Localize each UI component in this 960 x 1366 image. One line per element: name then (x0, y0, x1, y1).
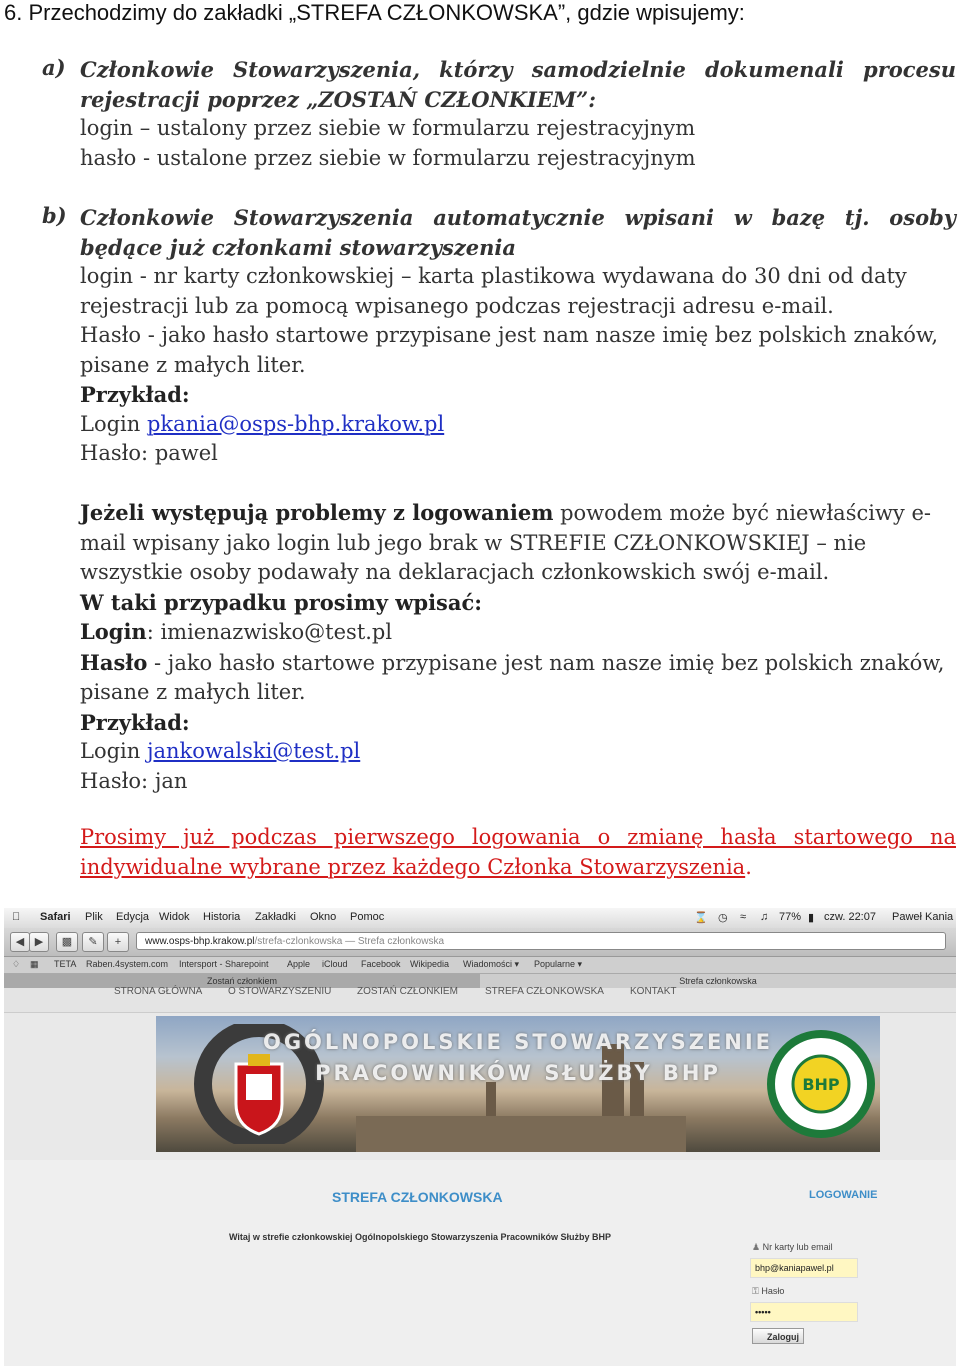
bookmark-raben[interactable]: Raben.4system.com (86, 959, 169, 969)
bookmark-teta[interactable]: TETA (54, 959, 77, 969)
card-label-text: Nr karty lub email (762, 1242, 833, 1252)
menu-bar (4, 908, 956, 928)
bhp-association-logo (766, 1024, 876, 1144)
bookmark-intersport[interactable]: Intersport - Sharepoint (179, 959, 269, 969)
card-input[interactable]: bhp@kaniapawel.pl (750, 1258, 858, 1278)
menu-item-file[interactable]: Plik (85, 911, 103, 923)
problems-login (80, 617, 956, 648)
time-machine-icon[interactable]: ◷ (718, 912, 728, 924)
reader-icon[interactable]: ✎ (82, 932, 104, 952)
bookmark-news[interactable]: Wiadomości ▾ (463, 959, 520, 969)
problems-login-value: : imienazwisko@test.pl (146, 620, 393, 644)
nav-members-zone[interactable]: STREFA CZŁONKOWSKA (485, 986, 604, 997)
problems-section (80, 498, 956, 796)
banner-title-line1: OGÓLNOPOLSKIE STOWARZYSZENIE (262, 1030, 774, 1054)
problems-example-login-link[interactable]: jankowalski@test.pl (146, 739, 361, 763)
problems-password (80, 648, 956, 708)
members-zone-title: STREFA CZŁONKOWSKA (332, 1189, 503, 1205)
section-a-password: hasło - ustalone przez siebie w formularzu rejestracyjnym (80, 145, 696, 170)
example-login-link[interactable]: pkania@osps-bhp.krakow.pl (146, 411, 445, 436)
bookmark-wikipedia[interactable]: Wikipedia (410, 959, 450, 969)
problems-instruction: W taki przypadku prosimy wpisać: (80, 589, 483, 615)
tab-zostan-czlonkiem[interactable]: Zostań członkiem (4, 974, 480, 988)
menu-item-history[interactable]: Historia (203, 911, 241, 923)
problems-example-login (80, 737, 956, 767)
welcome-text: Witaj w strefie członkowskiej Ogólnopolskiego Stowarzyszenia Pracowników Służby BHP (229, 1232, 612, 1242)
menu-item-view[interactable]: Widok (159, 911, 190, 923)
add-bookmark-button[interactable]: + (107, 932, 129, 952)
problems-login-label: Login (80, 619, 147, 644)
browser-toolbar (4, 928, 956, 957)
svg-text:BHP: BHP (802, 1075, 840, 1094)
request-section (80, 823, 956, 882)
bluetooth-icon[interactable]: ⌛ (694, 912, 708, 924)
volume-icon[interactable]: ♫ (760, 911, 769, 923)
bookmark-apple[interactable]: Apple (287, 959, 311, 969)
battery-icon[interactable]: ▮ (808, 912, 815, 924)
grid-icon[interactable]: ▦ (30, 959, 39, 969)
problems-password-text: - jako hasło startowe przypisane jest nam nasze imię bez polskich znaków, pisane z małych liter. (80, 650, 945, 704)
section-a (80, 55, 956, 173)
tab-strefa-czlonkowska[interactable]: Strefa członkowska (480, 974, 956, 988)
menu-item-help[interactable]: Pomoc (350, 911, 385, 923)
login-button-label: Zaloguj (767, 1332, 799, 1342)
section-a-login: login – ustalony przez siebie w formularzu rejestracyjnym (80, 116, 696, 140)
login-title: LOGOWANIE (809, 1189, 878, 1201)
menu-item-edit[interactable]: Edycja (116, 911, 150, 923)
bookmark-popular[interactable]: Popularne ▾ (534, 959, 583, 969)
bookmark-facebook[interactable]: Facebook (361, 959, 401, 969)
forward-button[interactable]: ▶ (29, 932, 49, 952)
nav-about[interactable]: O STOWARZYSZENIU (228, 986, 332, 997)
request-period: . (745, 854, 752, 879)
back-button[interactable]: ◀ (10, 932, 30, 952)
request-text: Prosimy już podczas pierwszego logowania o zmianę hasła startowego na indywidualne wybrane przez każdego Członka Stowarzyszenia (80, 825, 956, 879)
user-name[interactable]: Paweł Kania (892, 911, 954, 923)
section-b-marker: b) (42, 203, 67, 228)
section-a-title: Członkowie Stowarzyszenia, którzy samodzielnie dokumenali procesu rejestracji poprzez „ZOSTAŃ CZŁONKIEM”: (80, 57, 956, 112)
section-b-example-label: Przykład: (80, 382, 190, 407)
bookmark-icloud[interactable]: iCloud (322, 959, 348, 969)
problems-text: powodem może być niewłaściwy e-mail wpisany jako login lub jego brak w STREFIE CZŁONKOWSKIEJ – nie wszystkie osoby podawały na deklaracjach członkowskich swój e-mail. (80, 501, 931, 584)
problems-example-label: Przykład: (80, 709, 190, 735)
menu-item-window[interactable]: Okno (310, 911, 337, 923)
url-path: /strefa-czlonkowska — Strefa członkowska (254, 936, 445, 947)
menu-item-bookmarks[interactable]: Zakładki (255, 911, 296, 923)
nav-join[interactable]: ZOSTAŃ CZŁONKIEM (357, 986, 458, 997)
clock[interactable]: czw. 22:07 (824, 911, 876, 923)
section-b-login-text: login - nr karty członkowskiej – karta plastikowa wydawana do 30 dni od daty rejestracji lub za pomocą wpisanego podczas rejestracji adresu e-mail. (80, 264, 907, 318)
battery-status[interactable]: 77% (779, 911, 802, 923)
password-input[interactable]: ••••• (750, 1302, 858, 1322)
section-a-marker: a) (42, 55, 66, 80)
nav-home[interactable]: STRONA GŁÓWNA (114, 986, 203, 997)
menu-app[interactable]: Safari (40, 911, 71, 923)
url-host: www.osps-bhp.krakow.pl (145, 936, 255, 947)
banner-title-line2: PRACOWNIKÓW SŁUŻBY BHP (315, 1061, 721, 1085)
problems-example-password: Hasło: jan (80, 768, 188, 793)
nav-contact[interactable]: KONTAKT (630, 986, 677, 997)
password-label-text: Hasło (761, 1286, 785, 1296)
reading-list-icon[interactable]: ♢ (12, 959, 21, 969)
section-b-example-password: Hasło: pawel (80, 441, 218, 465)
login-button[interactable] (752, 1328, 804, 1344)
problems-paragraph (80, 498, 956, 588)
request-paragraph (80, 823, 956, 882)
section-b-title: Członkowie Stowarzyszenia automatycznie wpisani w bazę tj. osoby będące już członkami stowarzyszenia (80, 205, 956, 260)
screen-icon[interactable]: ▩ (56, 932, 78, 952)
example-login-prefix: Login (80, 411, 147, 436)
lock-icon: ⚿ (752, 1286, 762, 1296)
step-heading: 6. Przechodzimy do zakładki „STREFA CZŁONKOWSKA”, gdzie wpisujemy: (4, 0, 745, 25)
password-label (752, 1286, 784, 1297)
bookmarks-bar (4, 957, 956, 974)
section-b-example-login (80, 410, 956, 440)
problems-example-login-prefix: Login (80, 739, 147, 763)
market-hall (356, 1116, 686, 1152)
problems-bold: Jeżeli występują problemy z logowaniem (80, 500, 554, 525)
problems-password-label: Hasło (80, 649, 148, 675)
section-b-password-text: Hasło - jako hasło startowe przypisane jest nam nasze imię bez polskich znaków, pisane z małych liter. (80, 323, 939, 377)
browser-screenshot (4, 908, 956, 1366)
user-icon: ♟ (752, 1242, 763, 1252)
site-banner (156, 1016, 880, 1152)
card-label (752, 1242, 833, 1253)
apple-icon[interactable] (12, 911, 20, 923)
members-zone-panel (4, 1160, 956, 1366)
wifi-icon[interactable]: ≈ (740, 911, 747, 923)
site-nav (4, 988, 956, 1013)
address-bar[interactable] (136, 932, 946, 950)
section-b (80, 203, 956, 469)
